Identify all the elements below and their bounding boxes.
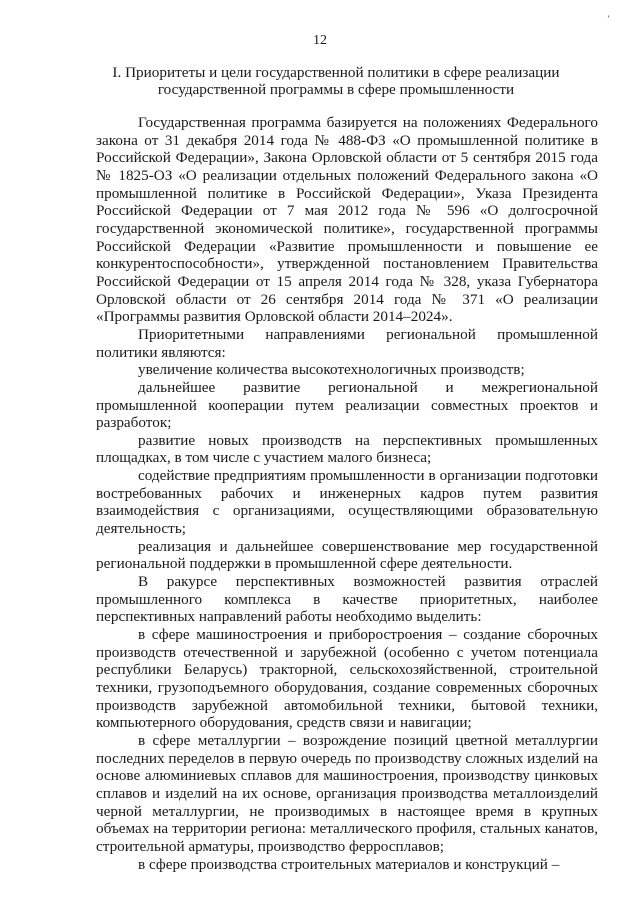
paragraph-priority-state-support: реализация и дальнейшее совершенствование мер государственной региональной поддержки в промышленной сфере деятельности. <box>96 537 598 573</box>
corner-mark: ’ <box>607 14 610 24</box>
paragraph-priority-new-production: развитие новых производств на перспективных промышленных площадках, в том числе с участием малого бизнеса; <box>96 431 598 467</box>
paragraph-construction-materials: в сфере производства строительных материалов и конструкций – <box>138 855 560 873</box>
paragraph-priority-training: содействие предприятиям промышленности в организации подготовки востребованных рабочих и инженерных кадров путем развития взаимодействия с организациями, осуществляющими образовательную деятельность; <box>96 467 598 538</box>
page-number: 12 <box>313 33 327 48</box>
paragraph-machine-building: в сфере машиностроения и приборостроения – создание сборочных производств отечественной и зарубежной (особенно с учетом потенциала республики Беларусь) тракторной, сельскохозяйственной, строительной техники, грузоподъемного оборудования, создание современных сборочных производств зарубежной автомобильной техники, бытовой техники, компьютерного оборудования, средств связи и навигации; <box>96 626 598 732</box>
body-text <box>96 114 598 873</box>
paragraph-priorities-intro: Приоритетными направлениями региональной промышленной политики являются: <box>96 325 598 361</box>
paragraph-priority-cooperation: дальнейшее развитие региональной и межрегиональной промышленной кооперации путем реализации совместных проектов и разработок; <box>96 378 598 432</box>
section-heading: I. Приоритеты и цели государственной политики в сфере реализации государственной программы в сфере промышленности <box>112 64 560 98</box>
paragraph-directions-intro: В ракурсе перспективных возможностей развития отраслей промышленного комплекса в качестве приоритетных, наиболее перспективных направлений работы необходимо выделить: <box>96 573 598 626</box>
paragraph-priority-high-tech: увеличение количества высокотехнологичных производств; <box>138 361 525 379</box>
paragraph-metallurgy: в сфере металлургии – возрождение позиций цветной металлургии последних переделов в первую очередь по производству сложных изделий на основе алюминиевых сплавов для машиностроения, производству цинковых сплавов и изделий на их основе, организация производства металлоизделий черной металлургии, не производимых в настоящее время в крупных объемах на территории региона: металлического профиля, стальных канатов, строительной арматуры, производство ферросплавов; <box>96 731 598 855</box>
paragraph-legal-basis: Государственная программа базируется на положениях Федерального закона от 31 декабря 2014 года № 488-ФЗ «О промышленной политике в Российской Федерации», Закона Орловской области от 5 сентября 2015 года № 1825-ОЗ «О реализации отдельных положений Федерального закона «О промышленной политике в Российской Федерации», Указа Президента Российской Федерации от 7 мая 2012 года № 596 «О долгосрочной государственной экономической политике», государственной программы Российской Федерации «Развитие промышленности и повышение ее конкурентоспособности», утвержденной постановлением Правительства Российской Федерации от 15 апреля 2014 года № 328, указа Губернатора Орловской области от 26 сентября 2014 года № 371 «О реализации «Программы развития Орловской области 2014–2024». <box>96 114 598 326</box>
